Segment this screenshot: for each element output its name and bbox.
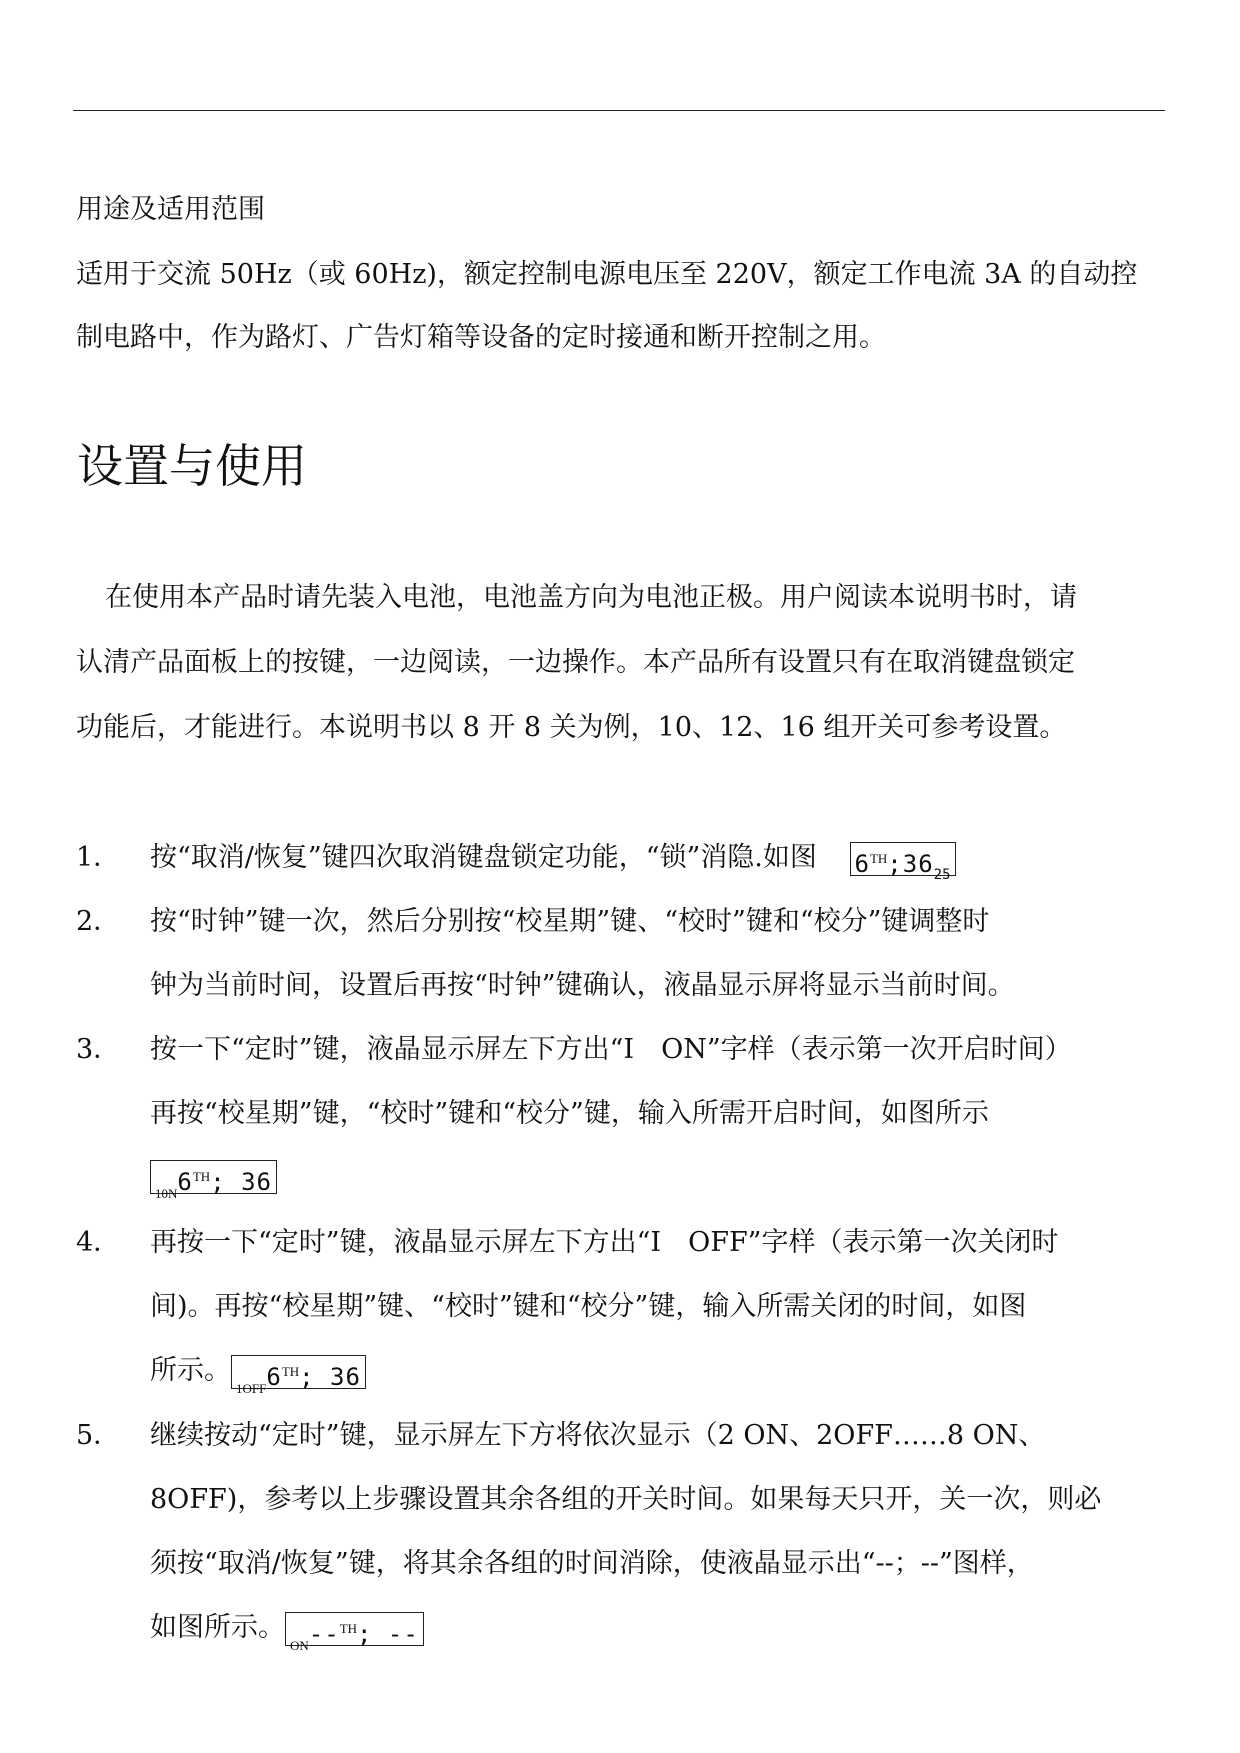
scope-line-2: 制电路中，作为路灯、广告灯箱等设备的定时接通和断开控制之用。	[76, 322, 886, 353]
step-3-line-2: 再按“校星期”键，“校时”键和“校分”键，输入所需开启时间，如图所示	[150, 1098, 989, 1129]
step-4-line-3	[150, 1354, 366, 1396]
lcd-superscript: TH	[192, 1168, 211, 1184]
step-1-text: 按“取消/恢复”键四次取消键盘锁定功能，“锁”消隐.如图	[150, 842, 817, 873]
lcd-mode-label: 10N	[155, 1185, 178, 1201]
intro-line-3: 功能后，才能进行。本说明书以 8 开 8 关为例，10、12、16 组开关可参考设置。	[76, 712, 1067, 743]
step-4-text: 所示。	[150, 1355, 231, 1386]
step-2-line-1: 按“时钟”键一次，然后分别按“校星期”键、“校时”键和“校分”键调整时	[150, 906, 990, 937]
step-2-line-2: 钟为当前时间，设置后再按“时钟”键确认，液晶显示屏将显示当前时间。	[150, 970, 1015, 1001]
step-4-line-1: 再按一下“定时”键，液晶显示屏左下方出“I OFF”字样（表示第一次关闭时	[150, 1227, 1059, 1258]
step-2-number: 2．	[76, 906, 121, 937]
lcd-day: 6	[177, 1167, 193, 1196]
step-3-figure	[150, 1159, 277, 1201]
lcd-day: 6	[266, 1362, 282, 1391]
setup-title: 设置与使用	[77, 439, 307, 493]
intro-line-2: 认清产品面板上的按键，一边阅读，一边操作。本产品所有设置只有在取消键盘锁定	[76, 647, 1075, 678]
lcd-time: ; 36	[210, 1167, 272, 1196]
lcd-display-on-time	[150, 1160, 277, 1201]
lcd-display-off-time	[231, 1355, 366, 1396]
step-1-number: 1．	[76, 842, 121, 873]
step-3-line-1: 按一下“定时”键，液晶显示屏左下方出“I ON”字样（表示第一次开启时间）	[150, 1034, 1072, 1065]
step-4-number: 4．	[76, 1227, 121, 1258]
scope-heading: 用途及适用范围	[76, 194, 265, 225]
lcd-mode-label: 1OFF	[236, 1380, 267, 1396]
step-5-line-1: 继续按动“定时”键，显示屏左下方将依次显示（2 ON、2OFF……8 ON、	[150, 1420, 1046, 1451]
lcd-mode-label: ON	[290, 1637, 309, 1653]
lcd-seconds: 25	[933, 866, 951, 883]
step-4-line-2: 间)。再按“校星期”键、“校时”键和“校分”键，输入所需关闭的时间，如图	[150, 1291, 1027, 1322]
lcd-superscript: TH	[281, 1363, 300, 1379]
lcd-display-cleared	[285, 1612, 424, 1653]
lcd-day: 6	[854, 849, 870, 878]
header-rule	[73, 110, 1165, 111]
lcd-superscript: TH	[869, 850, 888, 866]
step-5-line-4	[150, 1611, 424, 1653]
step-5-text: 如图所示。	[150, 1612, 285, 1643]
step-5-number: 5．	[76, 1420, 121, 1451]
step-5-line-3: 须按“取消/恢复”键，将其余各组的时间消除，使液晶显示出“--；--”图样，	[150, 1548, 1034, 1579]
step-5-line-2: 8OFF)，参考以上步骤设置其余各组的开关时间。如果每天只开，关一次，则必	[150, 1484, 1102, 1515]
step-3-number: 3．	[76, 1034, 121, 1065]
lcd-time: ; 36	[299, 1362, 361, 1391]
lcd-day: --	[308, 1619, 340, 1648]
lcd-superscript: TH	[339, 1620, 358, 1636]
step-1-line-1	[150, 841, 956, 883]
lcd-time: ;36	[887, 849, 934, 878]
scope-line-1: 适用于交流 50Hz（或 60Hz)，额定控制电源电压至 220V，额定工作电流 3A 的自动控	[76, 259, 1138, 290]
lcd-time: ; --	[357, 1619, 419, 1648]
intro-line-1: 在使用本产品时请先装入电池，电池盖方向为电池正极。用户阅读本说明书时，请	[105, 582, 1077, 613]
lcd-display-current-time	[850, 842, 956, 883]
